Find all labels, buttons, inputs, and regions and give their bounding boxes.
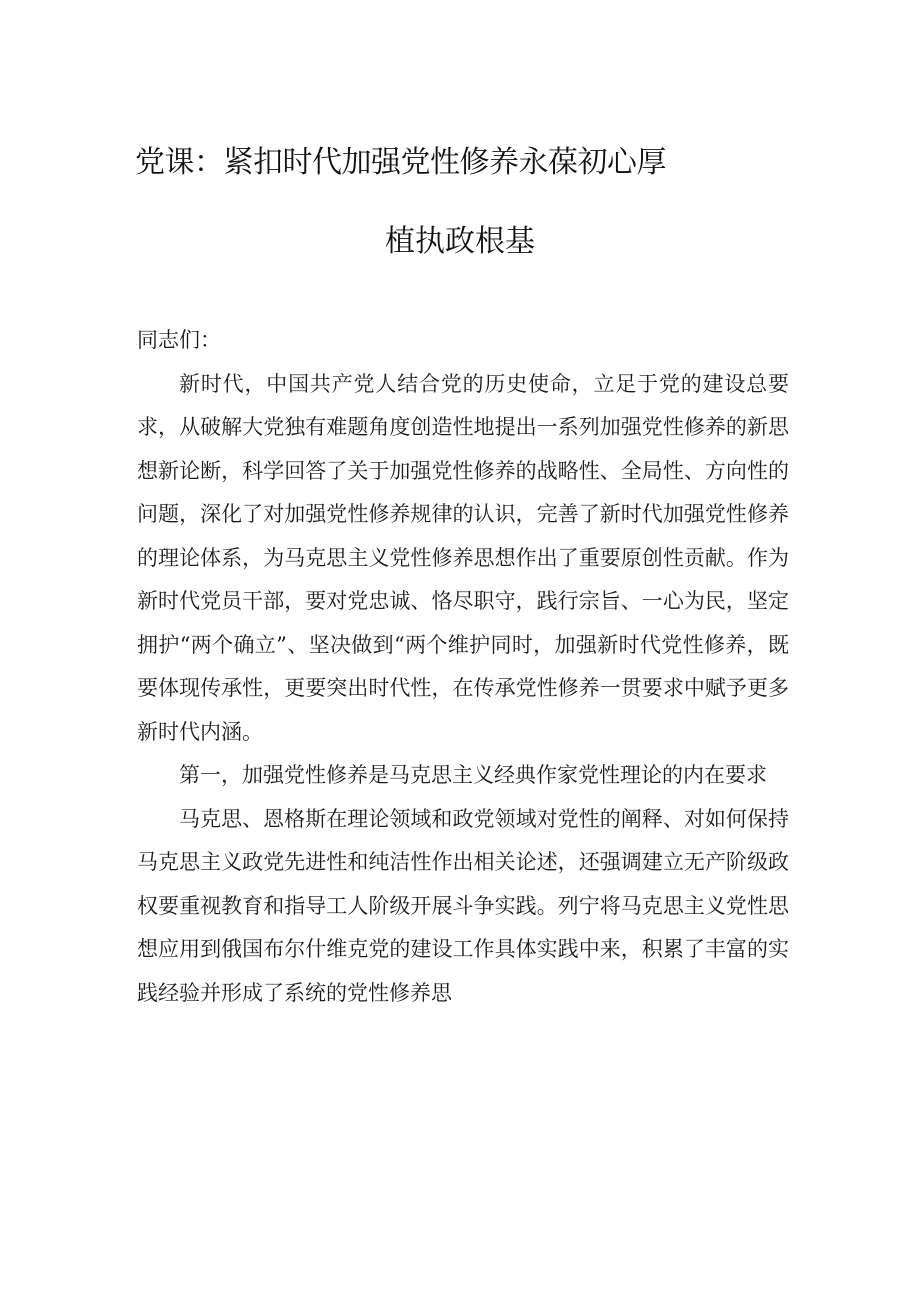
section-heading-first: 第一，加强党性修养是马克思主义经典作家党性理论的内在要求 (179, 763, 767, 787)
document-body (137, 319, 789, 1015)
salutation: 同志们： (137, 328, 221, 352)
paragraph-intro: 新时代，中国共产党人结合党的历史使命，立足于党的建设总要求，从破解大党独有难题角度创造性地提出一系列加强党性修养的新思想新论断，科学回答了关于加强党性修养的战略性、全局性、方向性的问题，深化了对加强党性修养规律的认识，完善了新时代加强党性修养的理论体系，为马克思主义党性修养思想作出了重要原创性贡献。作为新时代党员干部，要对党忠诚、恪尽职守，践行宗旨、一心为民，坚定拥护“两个确立”、坚决做到“两个维护同时，加强新时代党性修养，既要体现传承性，更要突出时代性，在传承党性修养一贯要求中赋予更多新时代内涵。 (137, 371, 789, 744)
document-title-line-1: 党课：紧扣时代加强党性修养永葆初心厚 (135, 145, 666, 180)
paragraph-marx-engels: 马克思、恩格斯在理论领域和政党领域对党性的阐释、对如何保持马克思主义政党先进性和纯洁性作出相关论述，还强调建立无产阶级政权要重视教育和指导工人阶级开展斗争实践。列宁将马克思主义党性思想应用到俄国布尔什维克党的建设工作具体实践中来，积累了丰富的实践经验并形成了系统的党性修养思 (137, 806, 789, 1005)
document-title-line-2: 植执政根基 (385, 224, 535, 259)
